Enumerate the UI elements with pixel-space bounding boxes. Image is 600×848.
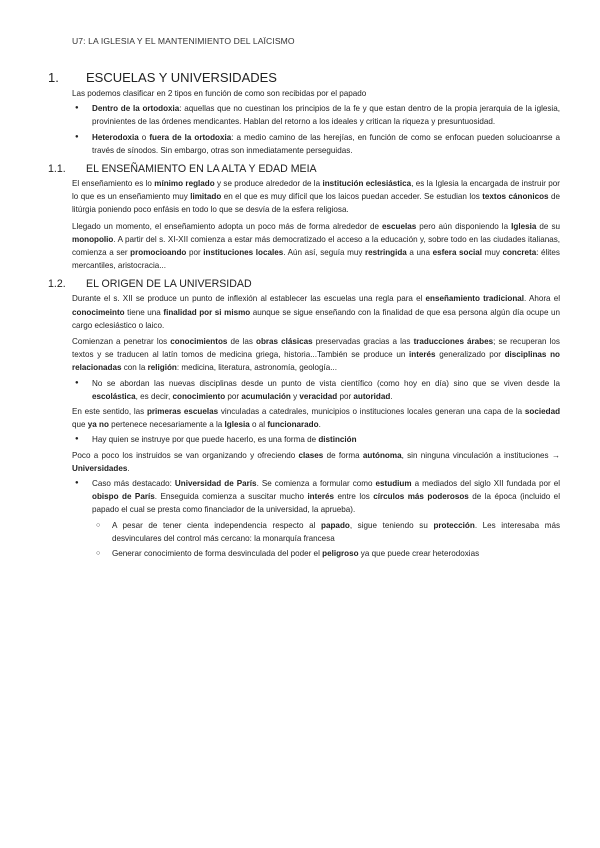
list-item: ● Heterodoxia o fuera de la ortodoxia: a medio camino de las herejías, en función de como se enfocan pueden solucioanrse a través de sínodos. Sin embargo, otras son inmediatamente perseguidas. <box>92 131 560 157</box>
section-title: EL ENSEÑAMIENTO EN LA ALTA Y EDAD MEIA <box>86 163 317 176</box>
paragraph: Llegado un momento, el enseñamiento adopta un poco más de forma alrededor de escuelas pero aún disponiendo la Iglesia de su monopolio. A partir del s. XI-XII comienza a estar más democratizado el acceso a la educación y, sobre todo en las ciudades italianas, comienza a ser promocioando por instituciones locales. Aún así, seguía muy restringida a una esfera social muy concreta: élites mercantiles, aristocracia... <box>72 221 560 271</box>
section-number: 1. <box>48 70 59 85</box>
bullet-list <box>40 377 560 403</box>
list-item: ● Dentro de la ortodoxia: aquellas que no cuestinan los principios de la fe y que estan dentro de la propia jerarquia de la iglesia, provinientes de las órdenes mendicantes. Hablan del retorno a los ideales y critican la riqueza y presuntuosidad. <box>92 102 560 128</box>
list-item: ● No se abordan las nuevas disciplinas desde un punto de vista científico (como hoy en día) sino que se viven desde la escolástica, es decir, conocimiento por acumulación y veracidad por autoridad. <box>92 377 560 403</box>
paragraph: Durante el s. XII se produce un punto de inflexión al establecer las escuelas una regla para el enseñamiento tradicional. Ahora el conocimeinto tiene una finalidad por si mismo aunque se sigue enseñando con la finalidad de que esa persona algún día ocupe un cargo eclesiástico o laico. <box>72 294 561 330</box>
paragraph: Poco a poco los instruidos se van organizando y ofreciendo clases de forma autónoma, sin ninguna vinculación a instituciones → Universidades. <box>72 450 560 473</box>
list-item: ● Hay quien se instruye por que puede hacerlo, es una forma de distinción <box>92 433 560 446</box>
paragraph: Comienzan a penetrar los conocimientos de las obras clásicas preservadas gracias a las traducciones árabes; se recuperan los textos y se traducen al latín tomos de medicina griega, historia...También se produce un interés generalizado por disciplinas no relacionadas con la religión: medicina, literatura, astronomía, geología... <box>72 337 560 373</box>
sub-list-item: ○ A pesar de tener cienta independencia respecto al papado, sigue teniendo su protección. Les interesaba más desvinculares del control más cercano: la monarquía francesa <box>112 519 560 545</box>
paragraph: En este sentido, las primeras escuelas vinculadas a catedrales, municipios o instituciones locales generan una capa de la sociedad que ya no pertenece necesariamente a la Iglesia o al funcionarado. <box>72 407 561 430</box>
section-number: 1.2. <box>48 278 66 291</box>
page-header: U7: LA IGLESIA Y EL MANTENIMIENTO DEL LAÏCISMO <box>72 36 295 46</box>
list-item: ● Caso más destacado: Universidad de París. Se comienza a formular como estudium a mediados del siglo XII fundada por el obispo de París. Enseguida comienza a suscitar mucho interés entre los círculos más poderosos de la época (incluido el papado el cual se presta como financiador de la universidad, la aprueba). <box>92 477 560 517</box>
bullet-list <box>40 433 560 446</box>
bullet-list <box>40 477 560 517</box>
paragraph: El enseñamiento es lo mínimo reglado y se produce alrededor de la institución eclesiástica, es la Iglesia la encargada de instruir por lo que es un enseñamiento muy limitado en el que es muy difícil que los laicos puedan acceder. Se estudian los textos cánonicos de litúrgia poniendo poco enfásis en todo lo que se desvía de la esfera religiosa. <box>72 179 561 215</box>
section-title: EL ORIGEN DE LA UNIVERSIDAD <box>86 278 252 291</box>
sub-bullet-list <box>40 519 560 561</box>
sub-list-item: ○ Generar conocimiento de forma desvinculada del poder el peligroso ya que puede crear heterodoxias <box>112 547 560 560</box>
section-number: 1.1. <box>48 163 66 176</box>
section-1-heading <box>40 70 560 85</box>
section-title: ESCUELAS Y UNIVERSIDADES <box>86 70 277 85</box>
section-1-2-heading <box>40 278 560 290</box>
paragraph: Las podemos clasificar en 2 tipos en función de como son recibidas por el papado <box>72 89 367 98</box>
bullet-list <box>40 102 560 157</box>
section-1-1-heading <box>40 163 560 175</box>
